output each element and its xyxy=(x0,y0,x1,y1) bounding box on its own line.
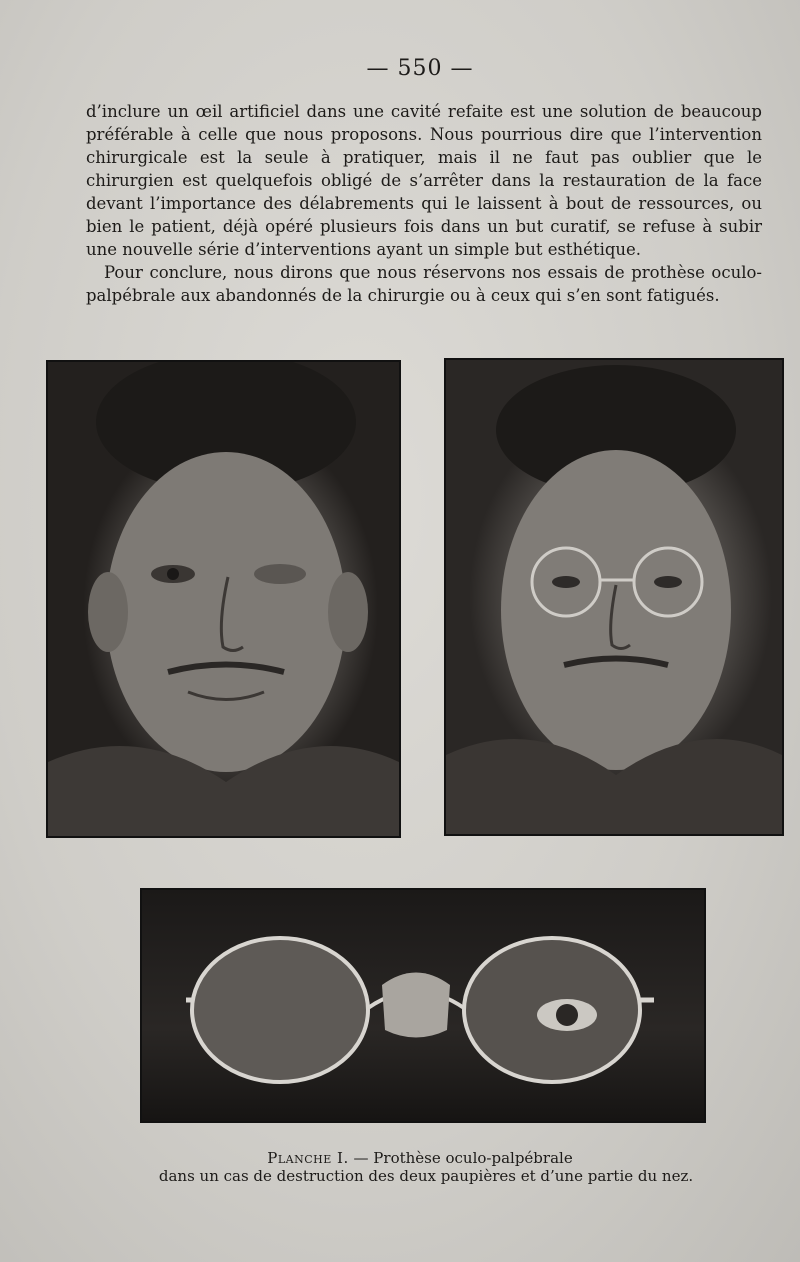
plate-caption-title xyxy=(0,1149,800,1167)
plate-label: Planche I. xyxy=(267,1149,349,1167)
photo-patient-before xyxy=(46,360,401,838)
body-text xyxy=(86,100,762,307)
plate-title: — Prothèse oculo-palpébrale xyxy=(353,1149,573,1167)
paragraph-1: d’inclure un œil artificiel dans une cavité refaite est une solution de beaucoup préférable à celle que nous proposons. Nous pourrious dire que l’intervention chirurgicale est la seule à pratiquer, mais il ne faut pas oublier que le chirurgien est quelquefois obligé de s’arrêter dans la restauration de la face devant l’importance des délabrements qui le laissent à bout de ressources, ou bien le patient, déjà opéré plusieurs fois dans un but curatif, se refuse à subir une nouvelle série d’interventions ayant un simple but esthétique. xyxy=(86,102,762,259)
photo-prosthesis xyxy=(140,888,706,1123)
paragraph-2: Pour conclure, nous dirons que nous réservons nos essais de prothèse oculo-palpébrale aux abandonnés de la chirurgie ou à ceux qui s’en sont fatigués. xyxy=(86,263,762,305)
plate-caption-subtitle: dans un cas de destruction des deux paupières et d’une partie du nez. xyxy=(158,1167,694,1185)
photo-patient-after xyxy=(444,358,784,836)
page-number: — 550 — xyxy=(366,56,474,81)
